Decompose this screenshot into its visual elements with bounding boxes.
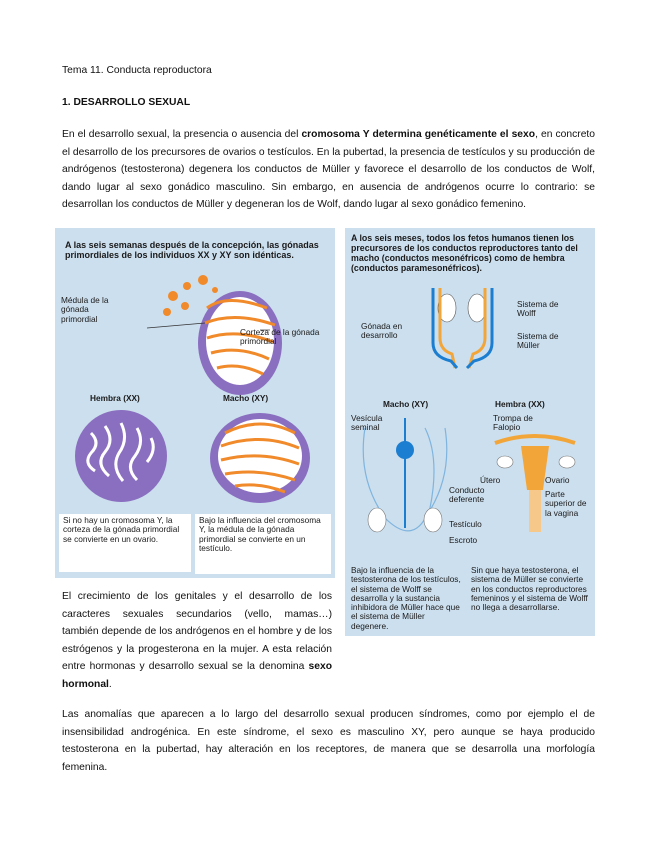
caption-box-hembra: Si no hay un cromosoma Y, la corteza de la gónada primordial se convierte en un ovario. — [59, 514, 191, 572]
vagina-shape — [529, 490, 541, 532]
fallopian-tubes-shape — [495, 436, 575, 443]
label-ovario: Ovario — [545, 475, 570, 485]
label-muller: Sistema de Müller — [517, 331, 559, 351]
label-testiculo: Testículo — [449, 519, 482, 529]
ovary-shape-right — [559, 456, 575, 468]
label-escroto: Escroto — [449, 535, 478, 545]
figure-left-caption: A las seis semanas después de la concepción, las gónadas primordiales de los individuos XX y XY son idénticas. — [65, 240, 319, 261]
caption-hembra-right: Sin que haya testosterona, el sistema de Müller se convierte en los conductos reproductores femeninos y el sistema de Wolff no llega a desarrollarse. — [471, 565, 588, 613]
label-corteza: Corteza de la gónada primordial — [240, 327, 320, 347]
label-vagina: Parte superior de la vagina — [545, 489, 587, 518]
label-trompa: Trompa de Falopio — [493, 413, 533, 433]
label-macho-xy: Macho (XY) — [223, 393, 269, 403]
anomalies-paragraph: Las anomalías que aparecen a lo largo del desarrollo sexual producen síndromes, como por ejemplo el de insensibilidad androgénica. En este síndrome, el sexo es masculino XY, pero aunque se haya producido testosterona en la pubertad, hay alteración en los receptores, de manera que se desarrolla una morfología femenina. — [62, 709, 595, 773]
label-gonada: Gónada en desarrollo — [361, 321, 403, 341]
label-macho-xy-right: Macho (XY) — [383, 399, 429, 409]
testis-shape — [368, 508, 386, 532]
label-conducto: Conducto deferente — [449, 485, 485, 505]
label-hembra-xx-right: Hembra (XX) — [495, 399, 545, 409]
figure-gonads — [55, 228, 335, 578]
label-utero: Útero — [480, 475, 501, 485]
caption-box-macho: Bajo la influencia del cromosoma Y, la médula de la gónada primordial se convierte en un testículo. — [195, 514, 331, 574]
label-wolff: Sistema de Wolff — [517, 299, 559, 319]
section-heading: 1. DESARROLLO SEXUAL — [62, 97, 191, 108]
label-hembra-xx: Hembra (XX) — [90, 393, 140, 403]
label-medula: Médula de la gónada primordial — [61, 295, 109, 324]
figure-right-caption: A los seis meses, todos los fetos humanos tienen los precursores de los conductos reproductores tanto del macho (conductos mesonéfricos) como de hembra (conductos paramesonéfricos). — [351, 233, 578, 273]
figure-ducts — [345, 228, 595, 636]
bold-sexo-hormonal: sexo hormonal — [62, 661, 332, 690]
growth-paragraph: El crecimiento de los genitales y el desarrollo de los caracteres sexuales secundarios (vello, mamas…) también depende de los andrógenos en el hombre y de los estrógenos y la progesterona en la mujer. A esta relación entre hormonas y desarrollo sexual se la denomina sexo hormonal. — [62, 591, 332, 690]
intro-paragraph: En el desarrollo sexual, la presencia o ausencia del cromosoma Y determina genéticamente el sexo, en concreto el desarrollo de los precursores de ovarios o testículos. En la pubertad, la presencia de testículos y su producción de andrógenos (testosterona) degenera los conductos de Müller y favorece el desarrollo de los conductos de Wolf, dando lugar al sexo gonádico masculino. Sin embargo, en ausencia de andrógenos ocurre lo contrario: se desarrollan los conductos de Müller y degeneran los de Wolf, dando lugar al sexo gonádico femenino. — [62, 129, 596, 210]
document-title: Tema 11. Conducta reproductora — [62, 65, 212, 76]
bold-phrase: cromosoma Y determina genéticamente el sexo — [301, 129, 536, 140]
caption-macho-right: Bajo la influencia de la testosterona de los testículos, el sistema de Wolff se desarrolla y la sustancia inhibidora de Müller hace que el sistema de Müller degenere. — [351, 565, 461, 631]
label-vesicula: Vesícula seminal — [351, 413, 383, 433]
ovary-shape-left — [497, 456, 513, 468]
